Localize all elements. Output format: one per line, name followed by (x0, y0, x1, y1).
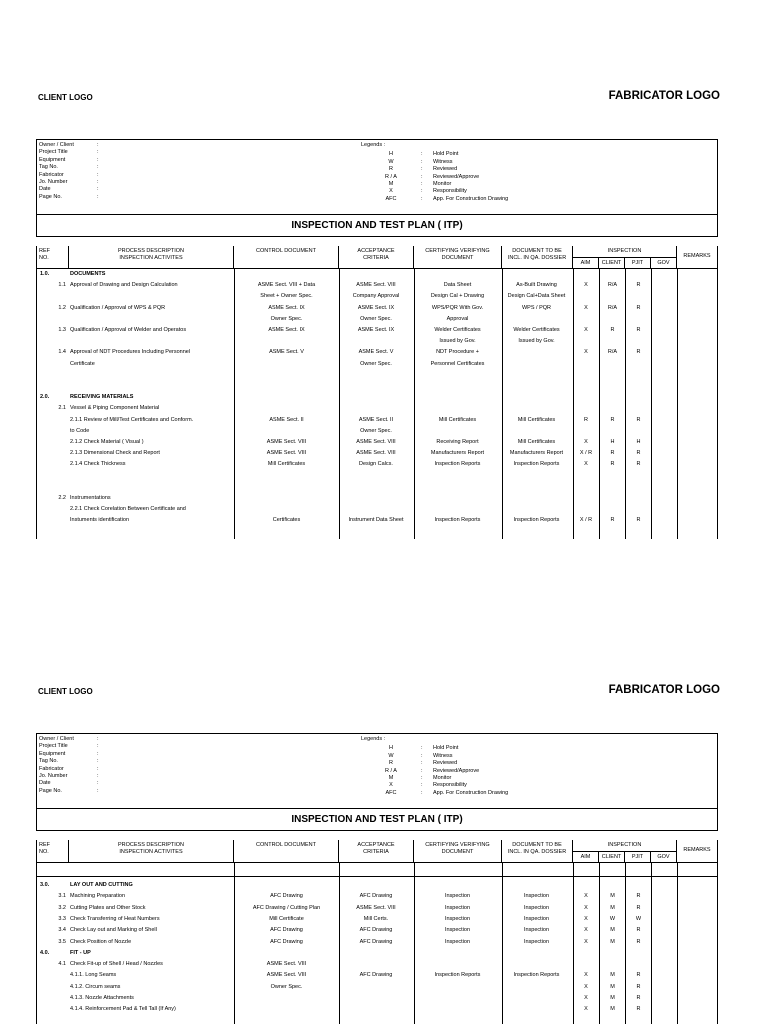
row-pjit: W (635, 915, 642, 922)
row-dossier-document: Inspection (523, 927, 550, 934)
row-number: 3.1 (58, 893, 66, 900)
row-client: R/A (607, 282, 618, 289)
row-dossier-document: Inspection (523, 938, 550, 945)
row-control-document: ASME Sect. IX (268, 304, 305, 311)
blank-separator-row (36, 863, 718, 877)
row-description: Cutting Plates and Other Stock (70, 904, 146, 911)
client-logo: CLIENT LOGO (38, 93, 93, 102)
row-client: W (609, 915, 616, 922)
col-gov: GOV (651, 851, 677, 862)
table-header (36, 246, 718, 269)
itp-title: INSPECTION AND TEST PLAN ( ITP) (36, 215, 718, 237)
col-acceptance: ACCEPTANCE CRITERIA (339, 246, 414, 268)
row-aim: X (584, 1006, 588, 1013)
col-remarks: REMARKS (683, 847, 711, 853)
row-certifying-document: Manufacturers Report (430, 450, 485, 457)
row-certifying-document: Mill Certificates (438, 416, 477, 423)
row-acceptance-criteria: Instrument Data Sheet (348, 517, 404, 524)
col-process: PROCESS DESCRIPTION INSPECTION ACTIVITES (69, 840, 234, 862)
row-pjit: R (636, 327, 641, 333)
row-description: DOCUMENTS (70, 271, 106, 277)
row-dossier-document: WPS / PQR (521, 304, 552, 311)
row-certifying-document: Inspection (444, 938, 471, 945)
row-control-document: AFC Drawing (270, 893, 303, 900)
row-certifying-document: Approval (446, 315, 469, 322)
row-aim: X (584, 304, 588, 311)
row-aim: X (584, 983, 588, 990)
row-aim: X / R (579, 450, 593, 457)
row-description: 4.1.3. Nozzle Attachments (70, 995, 134, 1001)
row-description: Approval of NDT Procedures Including Personnel (70, 349, 191, 356)
row-description: 4.1.2. Circum seams (70, 983, 121, 990)
col-inspection: INSPECTION (573, 840, 677, 862)
row-description: to Code (70, 427, 90, 434)
row-client: M (610, 972, 615, 979)
row-acceptance-criteria: Owner Spec. (360, 315, 392, 322)
row-pjit: R (636, 938, 641, 945)
row-certifying-document: Issued by Gov. (439, 338, 476, 345)
row-description: 2.1.1 Review of Mill/Test Certificates and Conform. (70, 416, 194, 423)
row-acceptance-criteria: ASME Sect. VIII (356, 282, 396, 289)
row-dossier-document: Design Cal+Data Sheet (507, 293, 566, 300)
row-dossier-document: Inspection Reports (513, 517, 560, 524)
row-certifying-document: Receiving Report (436, 439, 479, 445)
row-aim: X (584, 972, 588, 979)
col-process: PROCESS DESCRIPTION INSPECTION ACTIVITES (69, 246, 234, 268)
row-control-document: AFC Drawing (270, 927, 303, 934)
row-number: 3.5 (58, 938, 66, 945)
col-ref: REF NO. (37, 840, 69, 862)
row-aim: X (584, 893, 588, 900)
row-client: M (610, 927, 615, 934)
row-number: 3.4 (58, 927, 66, 934)
row-dossier-document: Mill Certificates (517, 416, 556, 423)
row-pjit: R (636, 904, 641, 911)
row-control-document: Certificates (272, 517, 301, 524)
row-description: RECEIVING MATERIALS (70, 394, 134, 401)
row-description: Certificate (70, 360, 95, 367)
row-acceptance-criteria: ASME Sect. II (358, 416, 394, 423)
row-number: 1.3 (58, 327, 66, 333)
row-description: Check Position of Nozzle (70, 938, 132, 945)
table-body-page-1 (36, 269, 718, 539)
row-pjit: R (636, 304, 641, 311)
col-doc-dossier: DOCUMENT TO BE INCL. IN QA. DOSSIER (502, 840, 573, 862)
row-ref: 1.0. (40, 271, 50, 277)
row-aim: X / R (579, 517, 593, 524)
project-info-header (36, 139, 718, 215)
row-acceptance-criteria: Owner Spec. (360, 360, 392, 367)
row-certifying-document: Inspection (444, 915, 471, 922)
row-pjit: R (636, 416, 641, 423)
row-acceptance-criteria: AFC Drawing (359, 938, 393, 945)
client-logo: CLIENT LOGO (38, 687, 93, 696)
row-control-document: ASME Sect. II (269, 416, 304, 423)
row-pjit: R (636, 893, 641, 900)
project-info-header (36, 733, 718, 809)
row-description: FIT - UP (70, 949, 91, 956)
row-dossier-document: Inspection (523, 915, 550, 922)
row-pjit: R (636, 983, 641, 990)
row-acceptance-criteria: ASME Sect. VIII (356, 904, 396, 911)
row-certifying-document: Data Sheet (443, 282, 472, 289)
row-number: 1.2 (58, 304, 66, 311)
col-doc-dossier: DOCUMENT TO BE INCL. IN QA. DOSSIER (502, 246, 573, 268)
row-number: 3.2 (58, 904, 66, 911)
row-dossier-document: Inspection Reports (513, 461, 560, 468)
row-client: M (610, 938, 615, 945)
col-aim: AIM (573, 851, 599, 862)
row-dossier-document: Manufacturers Report (509, 450, 564, 457)
table-body-page-2 (36, 877, 718, 1024)
row-pjit: R (636, 461, 641, 468)
row-description: Instuments identification (70, 517, 130, 524)
itp-page-2 (0, 594, 768, 1024)
row-number: 2.1 (58, 405, 66, 412)
row-aim: X (584, 915, 588, 922)
col-aim: AIM (573, 257, 599, 268)
row-description: Machining Preparation (70, 893, 126, 900)
row-client: R (610, 517, 615, 524)
row-description: Check Fit-up of Shell / Head / Nozzles (70, 961, 163, 968)
row-control-document: ASME Sect. VIII (266, 439, 307, 445)
row-certifying-document: WPS/PQR With Gov. (431, 304, 484, 311)
row-ref: 3.0. (40, 882, 50, 888)
row-acceptance-criteria: ASME Sect. V (358, 349, 394, 356)
row-acceptance-criteria: ASME Sect. IX (357, 327, 395, 333)
row-description: 2.1.4 Check Thickness (70, 461, 126, 468)
row-control-document: Owner Spec. (270, 315, 303, 322)
row-certifying-document: Welder Certificates (434, 327, 481, 333)
row-certifying-document: Inspection (444, 893, 471, 900)
row-dossier-document: Mill Certificates (517, 439, 556, 445)
row-dossier-document: Inspection Reports (513, 972, 560, 979)
row-control-document: Sheet + Owner Spec. (260, 293, 313, 300)
row-client: R (610, 461, 615, 468)
row-aim: X (584, 282, 588, 289)
row-aim: X (584, 995, 588, 1001)
row-acceptance-criteria: Design Calcs. (359, 461, 393, 468)
row-aim: X (584, 327, 588, 333)
row-client: M (610, 983, 615, 990)
row-description: Qualification / Approval of Welder and Operatos (70, 327, 187, 333)
row-client: R (610, 450, 615, 457)
row-certifying-document: Personnel Certificates (430, 360, 485, 367)
col-gov: GOV (651, 257, 677, 268)
row-acceptance-criteria: Owner Spec. (360, 427, 392, 434)
row-aim: X (584, 461, 588, 468)
col-certifying: CERTIFYING VERIFYING DOCUMENT (414, 246, 502, 268)
row-control-document: ASME Sect. VIII (266, 450, 307, 457)
table-header (36, 840, 718, 863)
row-control-document: ASME Sect. VIII (266, 961, 307, 968)
row-certifying-document: Inspection Reports (434, 461, 481, 468)
row-number: 3.3 (58, 915, 66, 922)
row-dossier-document: As-Built Drawing (516, 282, 557, 289)
row-description: Instrumentations (70, 495, 111, 501)
legends: Legends : H : Hold Point W : Witness R : Reviewed R / A : Reviewed/Approve M : Monitor X : Responsibility AFC : App. For Construction Drawing (361, 142, 509, 202)
row-dossier-document: Issued by Gov. (518, 338, 555, 345)
col-remarks: REMARKS (683, 253, 711, 259)
row-certifying-document: NDT Procedure + (436, 349, 479, 356)
row-description: Approval of Drawing and Design Calculation (70, 282, 178, 289)
row-pjit: R (636, 995, 641, 1001)
row-dossier-document: Inspection (523, 904, 550, 911)
row-acceptance-criteria: AFC Drawing (359, 972, 393, 979)
row-acceptance-criteria: AFC Drawing (359, 927, 393, 934)
row-client: M (610, 904, 615, 911)
row-number: 2.2 (58, 495, 66, 501)
row-pjit: R (636, 1006, 641, 1013)
row-control-document: ASME Sect. IX (268, 327, 305, 333)
row-control-document: AFC Drawing (270, 938, 303, 945)
row-ref: 2.0. (40, 394, 50, 401)
row-dossier-document: Inspection (523, 893, 550, 900)
row-control-document: ASME Sect. VIII (266, 972, 307, 979)
row-description: Vessel & Piping Component Material (70, 405, 160, 412)
row-control-document: ASME Sect. V (269, 349, 304, 356)
row-pjit: R (636, 282, 641, 289)
row-aim: X (584, 938, 588, 945)
row-aim: R (584, 416, 588, 423)
row-number: 4.1 (58, 961, 66, 968)
row-client: R (610, 416, 615, 423)
row-acceptance-criteria: Company Approval (352, 293, 400, 300)
row-certifying-document: Inspection Reports (434, 517, 481, 524)
row-pjit: R (636, 972, 641, 979)
row-aim: X (584, 927, 588, 934)
row-dossier-document: Welder Certificates (513, 327, 560, 333)
col-client: CLIENT (599, 257, 625, 268)
fabricator-logo: FABRICATOR LOGO (608, 684, 720, 696)
row-control-document: ASME Sect. VIII + Data (257, 282, 316, 289)
col-certifying: CERTIFYING VERIFYING DOCUMENT (414, 840, 502, 862)
row-aim: X (584, 439, 588, 445)
row-control-document: Owner Spec. (270, 983, 303, 990)
row-certifying-document: Inspection (444, 927, 471, 934)
col-inspection: INSPECTION (573, 246, 677, 268)
row-acceptance-criteria: ASME Sect. VIII (356, 450, 396, 457)
row-description: 4.1.4. Reinforcement Pad & Tell Tall (If Any) (70, 1006, 176, 1013)
row-client: H (610, 439, 615, 445)
row-pjit: H (636, 439, 641, 445)
itp-title: INSPECTION AND TEST PLAN ( ITP) (36, 809, 718, 831)
row-pjit: R (636, 927, 641, 934)
row-pjit: R (636, 349, 641, 356)
col-pjit: PJIT (625, 851, 651, 862)
row-client: M (610, 893, 615, 900)
row-number: 1.1 (58, 282, 66, 289)
row-control-document: AFC Drawing / Cutting Plan (252, 904, 321, 911)
col-control: CONTROL DOCUMENT (234, 246, 339, 268)
row-certifying-document: Design Cal + Drawing (430, 293, 485, 300)
row-acceptance-criteria: ASME Sect. VIII (356, 439, 396, 445)
col-control: CONTROL DOCUMENT (234, 840, 339, 862)
row-description: 2.1.2 Check Material ( Visual ) (70, 439, 144, 445)
row-description: 2.1.3 Dimensional Check and Report (70, 450, 160, 457)
row-description: LAY OUT AND CUTTING (70, 882, 133, 888)
row-client: R (610, 327, 615, 333)
row-control-document: Mill Certificates (267, 461, 306, 468)
col-acceptance: ACCEPTANCE CRITERIA (339, 840, 414, 862)
row-number: 1.4 (58, 349, 66, 356)
row-acceptance-criteria: Mill Certs. (363, 915, 389, 922)
row-aim: X (584, 349, 588, 356)
project-fields: Owner / Client : Project Title : Equipment : Tag No. : Fabricator : Jo. Number : Date : Page No. : (39, 736, 99, 794)
row-certifying-document: Inspection (444, 904, 471, 911)
row-acceptance-criteria: AFC Drawing (359, 893, 393, 900)
row-client: M (610, 995, 615, 1001)
row-description: Qualification / Approval of WPS & PQR (70, 304, 166, 311)
row-client: R/A (607, 304, 618, 311)
row-description: Check Transferring of Heat Numbers (70, 915, 160, 922)
row-description: 4.1.1. Long Seams (70, 972, 117, 979)
col-client: CLIENT (599, 851, 625, 862)
row-control-document: Mill Certificate (269, 915, 304, 922)
row-ref: 4.0. (40, 949, 50, 956)
row-certifying-document: Inspection Reports (434, 972, 481, 979)
fabricator-logo: FABRICATOR LOGO (608, 90, 720, 102)
row-client: R/A (607, 349, 618, 356)
row-description: Check Lay out and Marking of Shell (70, 927, 157, 934)
row-client: M (610, 1006, 615, 1013)
row-acceptance-criteria: ASME Sect. IX (357, 304, 395, 311)
col-pjit: PJIT (625, 257, 651, 268)
row-description: 2.2.1 Check Corelation Between Certificate and (70, 506, 186, 513)
row-pjit: R (636, 450, 641, 457)
project-fields: Owner / Client : Project Title : Equipment : Tag No. : Fabricator : Jo. Number : Date : Page No. : (39, 142, 99, 200)
row-aim: X (584, 904, 588, 911)
row-pjit: R (636, 517, 641, 524)
legends: Legends : H : Hold Point W : Witness R : Reviewed R / A : Reviewed/Approve M : Monitor X : Responsibility AFC : App. For Construction Drawing (361, 736, 509, 796)
col-ref: REF NO. (37, 246, 69, 268)
